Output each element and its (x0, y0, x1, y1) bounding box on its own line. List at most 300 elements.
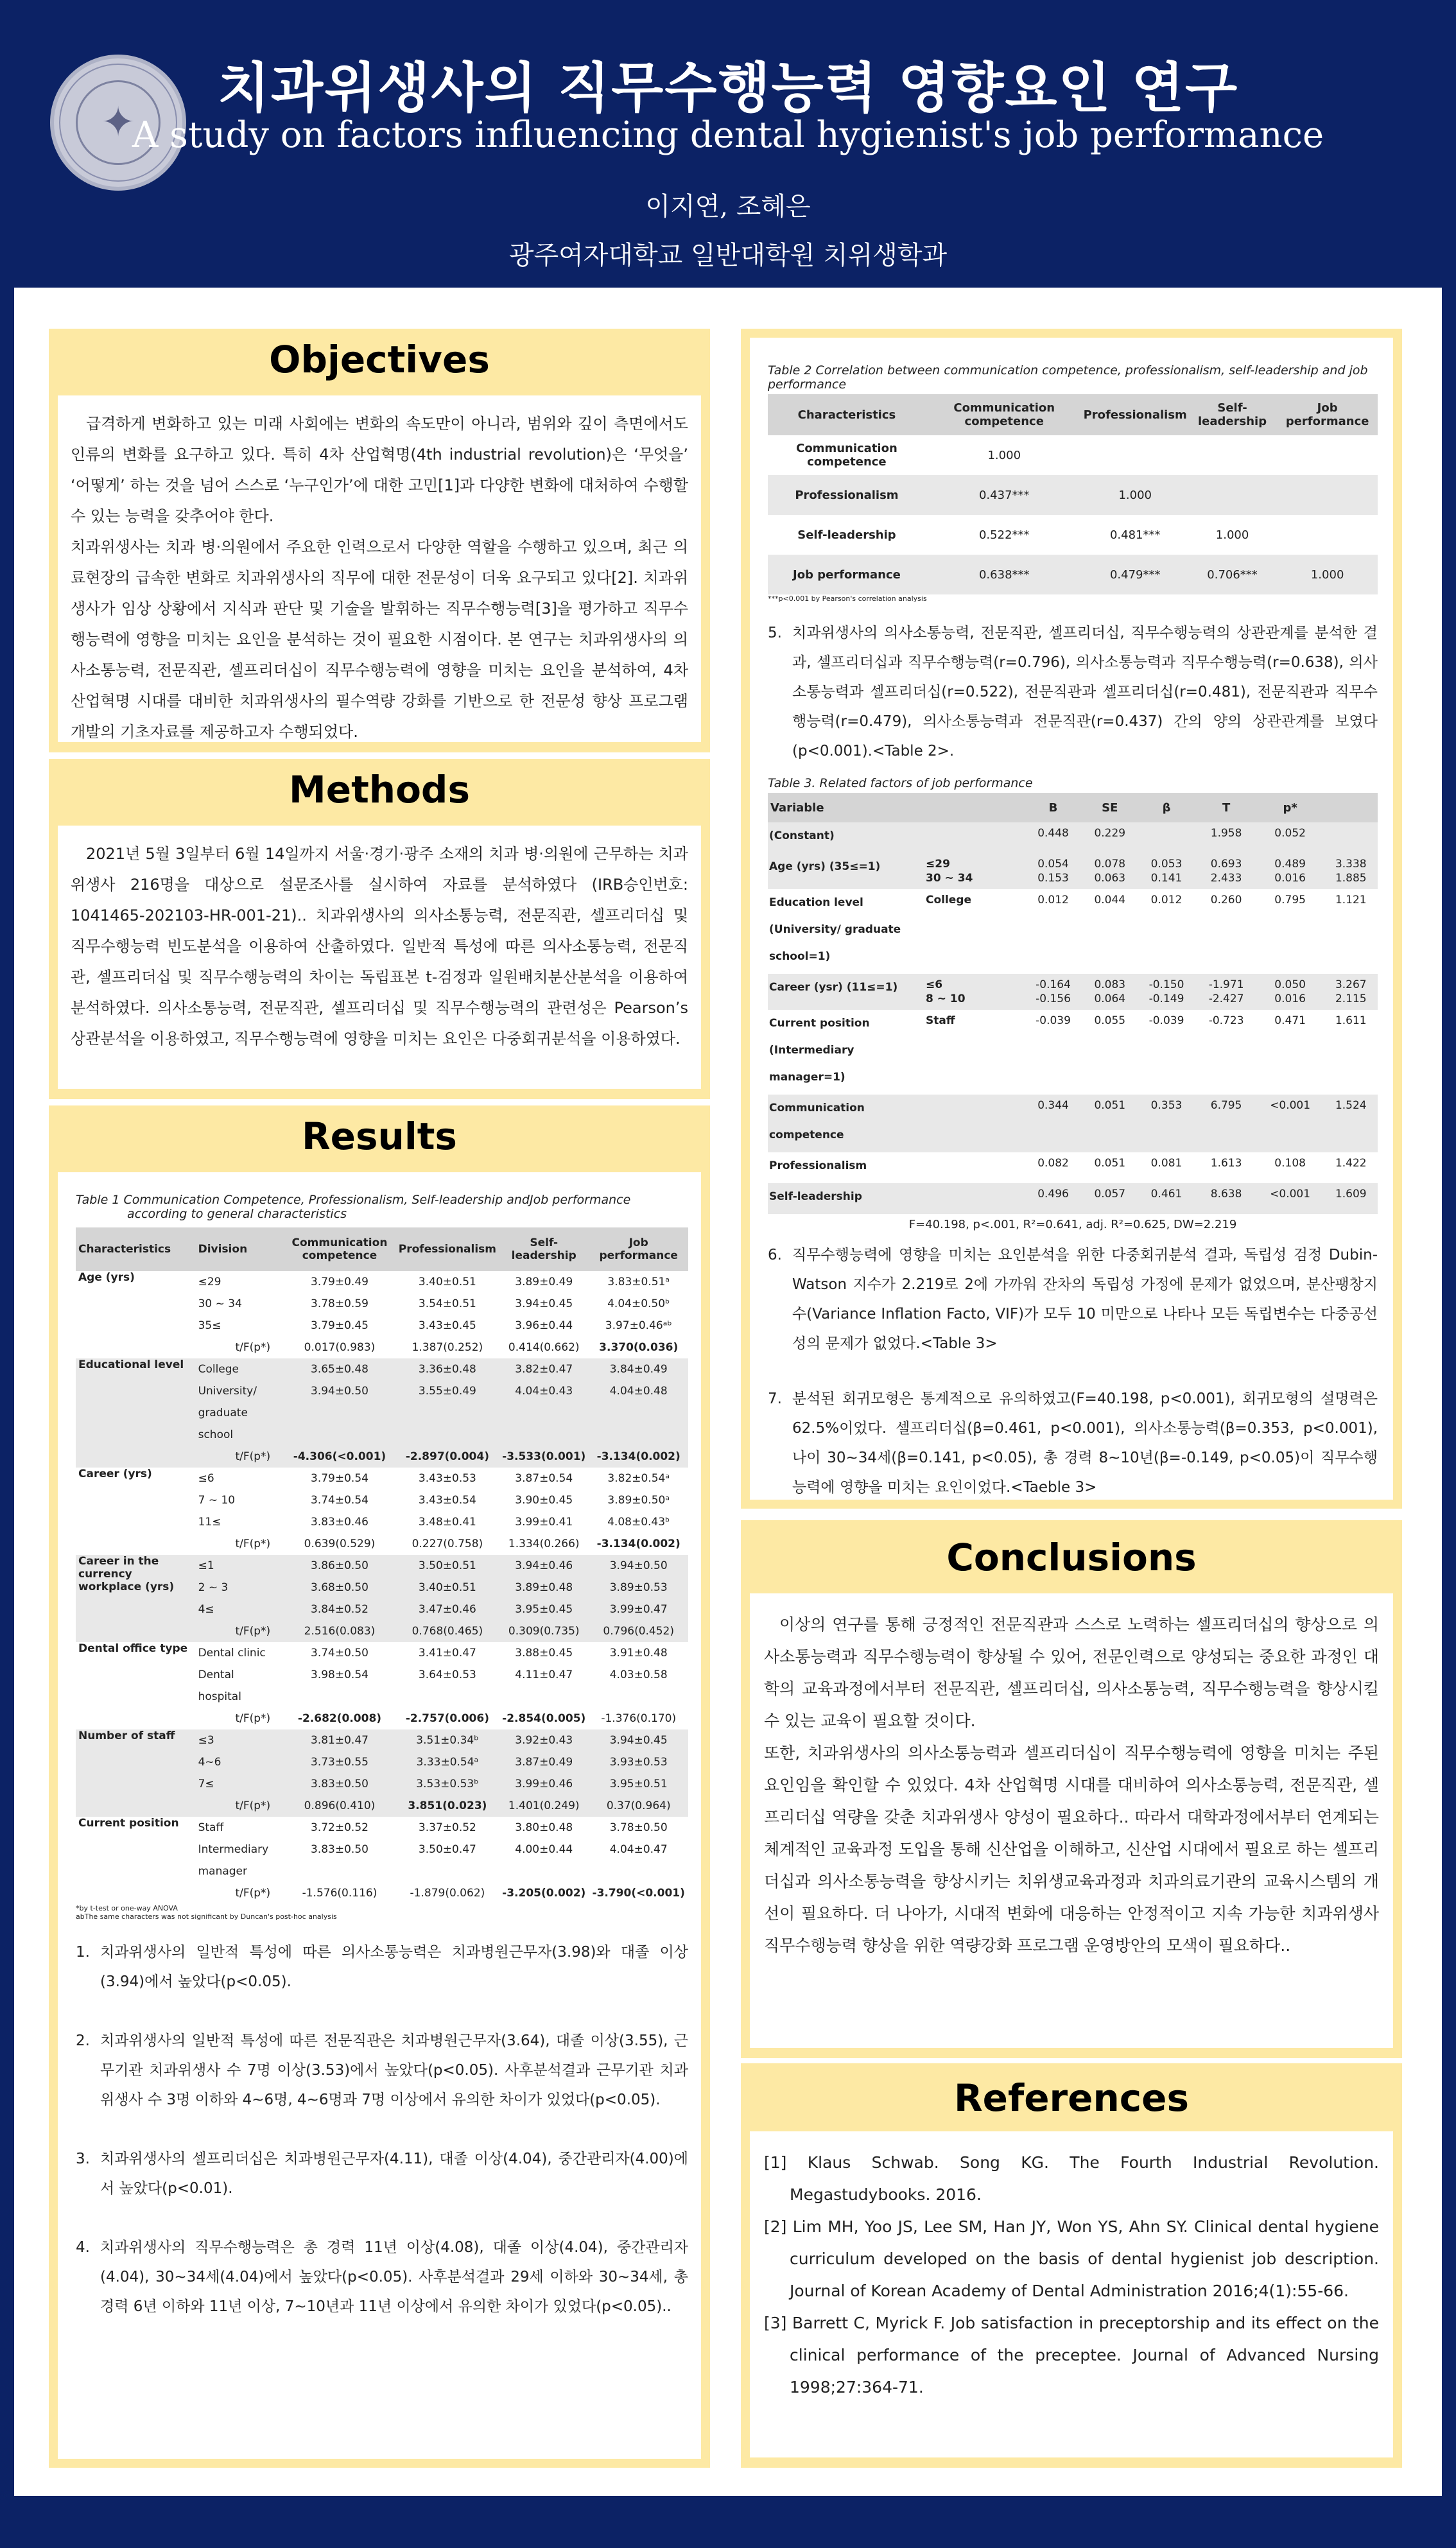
table3-cell: 0.471 (1274, 1014, 1306, 1027)
table1-cell: 3.51±0.34ᵇ (396, 1729, 499, 1751)
table2-cell: 1.000 (1277, 555, 1378, 594)
table2-cell: 1.000 (1083, 475, 1188, 515)
table1-cell: ≤1 (196, 1555, 284, 1577)
table2-header-cell: Job performance (1277, 394, 1378, 435)
references-body (750, 2131, 1393, 2457)
table1-cell: 3.83±0.46 (311, 1516, 368, 1529)
table1-cell: 2 ~ 3 (196, 1577, 284, 1599)
table2-cell (1277, 515, 1378, 555)
table1-cell: 3.83±0.50 (311, 1843, 368, 1856)
table1-cell: 3.94±0.46 (499, 1555, 589, 1577)
results-left-body (58, 1172, 701, 2459)
table3-cell: 1.611 (1335, 1014, 1367, 1027)
table3-cell: 1.958 (1197, 822, 1256, 853)
table1-cell: 1.401(0.249) (499, 1795, 589, 1817)
table3-variable-cell: Career (ysr) (11≤=1) (768, 974, 924, 1010)
table3-cell: <0.001 (1256, 1183, 1324, 1214)
table3-caption: Table 3. Related factors of job performance (768, 776, 1033, 790)
table3-cell: 0.693 2.433 (1197, 853, 1256, 889)
table1-category-cell: Dental office type (78, 1642, 188, 1655)
table1-cell: ≤6 (198, 1472, 214, 1485)
objectives-paragraph-2: 치과위생사는 치과 병·의원에서 주요한 인력으로서 다양한 역할을 수행하고 있으며, 최근 의료현장의 급속한 변화로 치과위생사의 직무에 대한 전문성이 더욱 요구되고 있다[2]. 치과위생사가 임상 상황에서 지식과 판단 및 기술을 발휘하는 직무수행능력[3]을 평가하고 직무수행능력에 영향을 미치는 요인을 분석하는 것이 필요한 시점이다. 본 연구는 치과위생사의 의사소통능력, 전문직관, 셀프리더십이 직무수행능력에 영향을 미치는 요인을 분석하여, 4차 산업혁명 시대를 대비한 치과위생사의 필수역량 강화를 기반으로 한 전문성 향상 프로그램 개발의 기초자료를 제공하고자 수행되었다. (71, 538, 688, 741)
table1-category-cell: Number of staff (76, 1729, 196, 1817)
table3-variable-cell: Age (yrs) (35≤=1) (768, 853, 924, 889)
findings-6-7-list (768, 1240, 1378, 1502)
table1-row (76, 1817, 688, 1839)
table1-cell: 3.41±0.47 (418, 1647, 476, 1660)
table3-header-cell: T (1197, 793, 1256, 822)
table2-cell: 1.000 (1215, 528, 1249, 542)
table3-variable-cell: Communication competence (768, 1095, 924, 1152)
finding-1 (76, 1937, 688, 1997)
table1-cell: 3.55±0.49 (396, 1380, 499, 1446)
objectives-paragraph-1: 급격하게 변화하고 있는 미래 사회에는 변화의 속도만이 아니라, 범위와 깊이 측면에서도 인류의 변화를 요구하고 있다. 특히 4차 산업혁명(4th industrial revolution)은 ‘무엇을’ ‘어떻게’ 하는 것을 넘어 스스로 ‘누구인가’에 대한 고민[1]과 다양한 변화에 대처하여 수행할 수 있는 능력을 갖추어야 한다. (71, 415, 688, 525)
table1-cell: t/F(p*) (235, 1341, 271, 1354)
table3-cell: 0.353 (1136, 1095, 1196, 1152)
results-section (49, 1105, 710, 2468)
table3-cell: 0.054 0.153 (1023, 853, 1083, 889)
table3-cell: 0.050 0.016 (1256, 974, 1324, 1010)
poster-header (0, 0, 1456, 288)
methods-section (49, 759, 710, 1099)
table2-note: ***p<0.001 by Pearson's correlation analysis (768, 594, 927, 603)
table1-cell: t/F(p*) (196, 1795, 284, 1817)
table3-cell: 0.108 (1274, 1157, 1306, 1170)
table3-cell: 1.422 (1335, 1157, 1367, 1170)
table1-cell: 3.79±0.54 (311, 1472, 368, 1485)
table3-cell: 0.078 0.063 (1083, 853, 1136, 889)
table3-row (768, 1010, 1378, 1095)
table1-cell: -1.879(0.062) (410, 1887, 485, 1900)
finding-5 (768, 618, 1378, 766)
table1-cell: 0.896(0.410) (283, 1795, 396, 1817)
table3-cell: 0.448 (1023, 822, 1083, 853)
table3-cell (1136, 822, 1196, 853)
table1-cell: 3.40±0.51 (418, 1276, 476, 1288)
table2-cell: Job performance (768, 555, 926, 594)
table1-cell: 3.50±0.51 (396, 1555, 499, 1577)
table1-cell: 3.36±0.48 (396, 1358, 499, 1380)
results-right-body (750, 338, 1393, 1500)
finding-text: 치과위생사의 일반적 특성에 따른 의사소통능력은 치과병원근무자(3.98)와 대졸 이상(3.94)에서 높았다(p<0.05). (100, 1944, 688, 1990)
table1-cell: 3.74±0.50 (311, 1647, 368, 1660)
table1-cell: 3.94±0.50 (589, 1555, 688, 1577)
table3-subgroup-cell: ≤6 8 ~ 10 (924, 974, 1023, 1010)
table1-cell: t/F(p*) (196, 1446, 284, 1468)
table1-cell: 1.387(0.252) (412, 1341, 483, 1354)
table1-cell: 3.54±0.51 (418, 1297, 476, 1310)
finding-6-text: 직무수행능력에 영향을 미치는 요인분석을 위한 다중회귀분석 결과, 독립성 검정 Dubin-Watson 지수가 2.219로 2에 가까워 잔차의 독립성 가정에 문제가 없었으며, 분산팽창지수(Variance Inflation Facto, VIF)가 모두 10 미만으로 나타나 모든 독립변수는 다중공선성의 문제가 없었다.<Table 3> (792, 1247, 1378, 1352)
table3-variable-cell: Professionalism (769, 1159, 867, 1172)
table2-cell: Professionalism (768, 475, 926, 515)
table1-cell: 4.04±0.47 (609, 1843, 668, 1856)
table2-caption: Table 2 Correlation between communication competence, professionalism, self-leadership and job performance (768, 363, 1368, 392)
table3-cell: 0.083 0.064 (1083, 974, 1136, 1010)
table1-cell: 4.04±0.48 (589, 1380, 688, 1446)
table3-cell: -1.971 -2.427 (1197, 974, 1256, 1010)
table1-cell: 3.83±0.51ᵃ (607, 1276, 670, 1288)
table3-cell: 0.057 (1083, 1183, 1136, 1214)
affiliation: 광주여자대학교 일반대학원 치위생학과 (508, 241, 948, 270)
table1-cell: 3.72±0.52 (311, 1821, 368, 1834)
table3-cell: 0.081 (1150, 1157, 1183, 1170)
table1-header-row (76, 1227, 688, 1271)
table3-cell: 0.052 (1256, 822, 1324, 853)
table1-cell: 3.83±0.50 (283, 1773, 396, 1795)
table1-cell: 4.04±0.50ᵇ (607, 1297, 670, 1310)
table3-cell: 1.613 (1210, 1157, 1242, 1170)
table1-cell: 3.93±0.53 (589, 1751, 688, 1773)
table1-cell: 3.33±0.54ᵃ (396, 1751, 499, 1773)
table3-cell: -0.164 -0.156 (1023, 974, 1083, 1010)
table1-cell: 3.86±0.50 (283, 1555, 396, 1577)
table3-regression (768, 793, 1378, 1214)
table3-cell: 0.795 (1274, 894, 1306, 906)
table1-cell: 3.73±0.55 (283, 1751, 396, 1773)
table1-header-cell: Job performance (589, 1227, 688, 1271)
finding-7-text: 분석된 회귀모형은 통계적으로 유의하였고(F=40.198, p<0.001), 회귀모형의 설명력은 62.5%이었다. 셀프리더십(β=0.461, p<0.001), 의사소통능력(β=0.353, p<0.001), 나이 30~34세(β=0.141, p<0.05), 총 경력 8~10년(β=-0.149, p<0.05)이 직무수행능력에 영향을 미치는 요인이었다.<Taeble 3> (792, 1391, 1378, 1496)
table1-category-cell: Educational level (76, 1358, 196, 1468)
table2-row (768, 475, 1378, 515)
finding-5-text: 치과위생사의 의사소통능력, 전문직관, 셀프리더십, 직무수행능력의 상관관계를 분석한 결과, 셀프리더십과 직무수행능력(r=0.796), 의사소통능력과 직무수행능력(r=0.638), 의사소통능력과 셀프리더십(r=0.522), 전문직관과 셀프리더십(r=0.481), 전문직관과 직무수행능력(r=0.479), 의사소통능력과 전문직관(r=0.437) 간의 양의 상관관계를 보였다(p<0.001).<Table 2>. (792, 625, 1378, 759)
methods-body (58, 826, 701, 1089)
table1-caption-line1: Table 1 Communication Competence, Professionalism, Self-leadership andJob performance (76, 1193, 631, 1207)
table3-variable-cell: Education level (University/ graduate school=1) (769, 896, 901, 963)
table2-cell: 0.522*** (978, 528, 1030, 542)
table1-cell: t/F(p*) (235, 1712, 271, 1725)
seal-emblem-icon: ✦ (101, 99, 135, 146)
references-section (741, 2063, 1402, 2468)
references-heading: References (953, 2076, 1190, 2120)
table1-row (76, 1642, 688, 1664)
table1-cell: 3.82±0.47 (499, 1358, 589, 1380)
table3-variable-cell: Current position (Intermediary manager=1) (769, 1017, 870, 1084)
methods-heading: Methods (289, 768, 470, 811)
table2-cell: 0.479*** (1083, 555, 1188, 594)
table3-subgroup-cell (924, 1095, 1023, 1152)
table1-cell: ≤3 (196, 1729, 284, 1751)
table1-cell: 3.64±0.53 (418, 1668, 476, 1681)
table1-cell: Staff (198, 1821, 224, 1834)
table1-cell: 3.88±0.45 (515, 1647, 573, 1660)
table3-cell: 0.229 (1083, 822, 1136, 853)
table1-cell: 30 ~ 34 (198, 1297, 242, 1310)
table2-cell: 0.481*** (1109, 528, 1161, 542)
table3-header-cell: SE (1083, 793, 1136, 822)
table3-subgroup-cell: College (926, 894, 972, 906)
table1-cell: 3.65±0.48 (283, 1358, 396, 1380)
table3-subgroup-cell: Staff (926, 1014, 955, 1027)
finding-text: 치과위생사의 셀프리더십은 치과병원근무자(4.11), 대졸 이상(4.04), 중간관리자(4.00)에서 높았다(p<0.01). (100, 2151, 688, 2197)
table1-cell: 3.95±0.51 (589, 1773, 688, 1795)
table3-cell: 0.053 0.141 (1136, 853, 1196, 889)
table1-cell: 3.37±0.52 (418, 1821, 476, 1834)
table1-cell: 3.94±0.45 (589, 1729, 688, 1751)
table1-cell: 3.90±0.45 (515, 1494, 573, 1507)
table1-cell: 3.50±0.47 (418, 1843, 476, 1856)
table1-cell: 3.84±0.52 (283, 1599, 396, 1620)
table3-cell: -0.150 -0.149 (1136, 974, 1196, 1010)
table1-cell: 0.768(0.465) (396, 1620, 499, 1642)
table1-cell: 3.82±0.54ᵃ (607, 1472, 670, 1485)
table3-cell: -0.039 (1036, 1014, 1071, 1027)
results-right-section (741, 329, 1402, 1509)
finding-4 (76, 2233, 688, 2321)
table2-cell: 0.638*** (926, 555, 1083, 594)
table3-cell: -0.039 (1148, 1014, 1184, 1027)
table1-cell: 3.78±0.50 (609, 1821, 668, 1834)
methods-paragraph: 2021년 5월 3일부터 6월 14일까지 서울·경기·광주 소재의 치과 병·의원에 근무하는 치과위생사 216명을 대상으로 설문조사를 실시하여 자료를 분석하였다 (IRB승인번호: 1041465-202103-HR-001-21).. 치과위생사의 의사소통능력, 전문직관, 셀프리더십 및 직무수행능력 빈도분석을 이용하여 산출하였다. 일반적 특성에 따른 의사소통능력, 전문직관, 셀프리더십 및 직무수행능력의 차이는 독립표본 t-검정과 일원배치분산분석을 이용하여 분석하였다. 의사소통능력, 전문직관, 셀프리더십 및 직무수행능력의 관련성은 Pearson’s 상관분석을 이용하였고, 직무수행능력에 영향을 미치는 요인은 다중회귀분석을 이용하였다. (71, 845, 688, 1048)
table1-cell: -1.376(0.170) (601, 1712, 677, 1725)
table1-header-cell: Communication competence (283, 1227, 396, 1271)
table1-header-cell: Characteristics (76, 1227, 196, 1271)
table1-cell: -3.205(0.002) (502, 1887, 586, 1900)
table3-cell: 0.055 (1094, 1014, 1126, 1027)
finding-number: 1. (76, 1944, 90, 1961)
table2-cell: 0.706*** (1188, 555, 1277, 594)
table2-header-cell: Self-leadership (1188, 394, 1277, 435)
table1-cell: t/F(p*) (235, 1538, 271, 1550)
table2-header-cell: Communication competence (926, 394, 1083, 435)
table1-cell: 3.84±0.49 (589, 1358, 688, 1380)
table1-cell: 4.03±0.58 (609, 1668, 668, 1681)
table3-header-cell: p* (1256, 793, 1324, 822)
table2-cell: 1.000 (987, 448, 1021, 462)
table2-header-cell: Professionalism (1083, 394, 1188, 435)
table3-cell: 0.082 (1037, 1157, 1069, 1170)
table1-cell: 0.227(0.758) (412, 1538, 483, 1550)
table1-cell: 3.87±0.54 (515, 1472, 573, 1485)
table3-cell: 3.338 1.885 (1324, 853, 1378, 889)
table1-note-2: abThe same characters was not significant by Duncan's post-hoc analysis (76, 1912, 337, 1921)
table1-cell: 3.68±0.50 (283, 1577, 396, 1599)
table3-cell: 6.795 (1197, 1095, 1256, 1152)
table1-cell: 0.796(0.452) (589, 1620, 688, 1642)
table1-cell: 3.91±0.48 (609, 1647, 668, 1660)
table1-cell: 3.98±0.54 (311, 1668, 368, 1681)
table3-cell: 0.461 (1136, 1183, 1196, 1214)
conclusions-paragraph-2: 또한, 치과위생사의 의사소통능력과 셀프리더십이 직무수행능력에 영향을 미치는 주된 요인임을 확인할 수 있었다. 4차 산업혁명 시대를 대비하여 의사소통능력, 전문직관, 셀프리더십 역량을 갖춘 치과위생사 양성이 필요하다.. 따라서 대학과정에서부터 연계되는 체계적인 교육과정 도입을 통해 신산업을 이해하고, 신산업 시대에서 필요로 하는 셀프리더십과 의사소통능력을 향상시키는 치위생교육과정과 치과의료기관의 교육시스템의 개선이 필요하다. 더 나아가, 시대적 변화에 대응하는 안정적이고 지속 가능한 치과위생사 직무수행능력 향상을 위한 역량강화 프로그램 운영방안의 모색이 필요하다.. (764, 1744, 1379, 1955)
table3-subgroup-cell (924, 1152, 1023, 1183)
table1-cell: 3.96±0.44 (515, 1319, 573, 1332)
table3-header-cell (1324, 793, 1378, 822)
table1-cell: 3.43±0.45 (418, 1319, 476, 1332)
table1-cell: 0.37(0.964) (589, 1795, 688, 1817)
reference-item-1: [1] Klaus Schwab. Song KG. The Fourth Industrial Revolution. Megastudybooks. 2016. (764, 2153, 1379, 2204)
table1-cell: 7≤ (196, 1773, 284, 1795)
finding-6-number: 6. (768, 1247, 782, 1263)
table1-cell: 0.639(0.529) (304, 1538, 376, 1550)
table1-cell: 7 ~ 10 (198, 1494, 236, 1507)
table1-cell: Dental clinic (198, 1647, 266, 1660)
table1-cell: 0.017(0.983) (304, 1341, 376, 1354)
finding-5-list (768, 618, 1378, 766)
table2-header-cell: Characteristics (768, 394, 926, 435)
table3-subgroup-cell (924, 1183, 1023, 1214)
finding-6 (768, 1240, 1378, 1358)
table1-cell: 3.74±0.54 (311, 1494, 368, 1507)
table1-cell: 3.94±0.45 (515, 1297, 573, 1310)
finding-2 (76, 2026, 688, 2115)
table3-subgroup-cell: ≤29 30 ~ 34 (924, 853, 1023, 889)
table2-row (768, 515, 1378, 555)
objectives-heading: Objectives (269, 338, 490, 381)
table3-cell: 1.121 (1335, 894, 1367, 906)
table2-row (768, 435, 1378, 475)
table2-cell: 0.437*** (926, 475, 1083, 515)
table1-category-cell: Current position (78, 1817, 179, 1830)
table1-cell: 1.334(0.266) (508, 1538, 580, 1550)
table1-cell: 3.40±0.51 (396, 1577, 499, 1599)
table3-cell: 8.638 (1197, 1183, 1256, 1214)
table3-cell: 3.267 2.115 (1324, 974, 1378, 1010)
table1-cell: College (196, 1358, 284, 1380)
conclusions-body (750, 1593, 1393, 2048)
table3-cell: 0.012 (1150, 894, 1183, 906)
conclusions-paragraph-1: 이상의 연구를 통해 긍정적인 전문직관과 스스로 노력하는 셀프리더십의 향상으로 의사소통능력과 직무수행능력이 향상될 수 있어, 전문인력으로 양성되는 중요한 과정인 대학의 교육과정에서부터 전문직관, 셀프리더십, 의사소통능력, 직무수행능력을 향상시킬 수 있는 교육이 필요할 것이다. (764, 1615, 1379, 1730)
table1-cell: -2.757(0.006) (405, 1712, 489, 1725)
table1-row (76, 1468, 688, 1489)
table1-cell: 3.99±0.47 (589, 1599, 688, 1620)
table1-cell: 4.04±0.43 (499, 1380, 589, 1446)
table1-cell: 3.99±0.46 (499, 1773, 589, 1795)
table3-header-cell (924, 793, 1023, 822)
table3-cell (1324, 822, 1378, 853)
table1-cell: 35≤ (198, 1319, 221, 1332)
table1-cell: 3.80±0.48 (515, 1821, 573, 1834)
table3-row (768, 889, 1378, 974)
table3-row (768, 1152, 1378, 1183)
table1-cell: 3.87±0.49 (499, 1751, 589, 1773)
table3-cell: 0.496 (1023, 1183, 1083, 1214)
table1-cell: -3.533(0.001) (499, 1446, 589, 1468)
title-english: A study on factors influencing dental hygienist's job performance (132, 114, 1324, 156)
table3-header-cell: Variable (768, 793, 924, 822)
table1-cell: 3.97±0.46ᵃᵇ (605, 1319, 672, 1332)
table3-footer: F=40.198, p<.001, R²=0.641, adj. R²=0.625, DW=2.219 (908, 1218, 1237, 1231)
table2-cell (1083, 435, 1188, 475)
reference-item-2: [2] Lim MH, Yoo JS, Lee SM, Han JY, Won YS, Ahn SY. Clinical dental hygiene curriculum developed on the basis of dental hygienist job description. Journal of Korean Academy of Dental Administration 2016;4(1):55-66. (764, 2217, 1379, 2300)
finding-number: 3. (76, 2151, 90, 2167)
table1-cell: 3.79±0.49 (311, 1276, 368, 1288)
findings-list-left (76, 1937, 688, 2321)
table1-category-cell: Career (yrs) (78, 1468, 152, 1480)
table1-cell: -3.134(0.002) (596, 1538, 680, 1550)
finding-5-number: 5. (768, 625, 782, 641)
table1-cell: 3.370(0.036) (599, 1341, 679, 1354)
table1-cell: 3.47±0.46 (396, 1599, 499, 1620)
table1-cell: 11≤ (198, 1516, 221, 1529)
table3-cell: 1.609 (1324, 1183, 1378, 1214)
table1-cell: 2.516(0.083) (283, 1620, 396, 1642)
table3-header-row (768, 793, 1378, 822)
table1-cell: University/ graduate school (196, 1380, 284, 1446)
table3-variable-cell: Self-leadership (768, 1183, 924, 1214)
table1-cell: 4.08±0.43ᵇ (607, 1516, 670, 1529)
table1-caption (76, 1193, 688, 1221)
finding-number: 4. (76, 2239, 90, 2256)
table1-header-cell: Division (196, 1227, 284, 1271)
table2-row (768, 555, 1378, 594)
table1-cell: 0.414(0.662) (508, 1341, 580, 1354)
table1-category-cell: Age (yrs) (78, 1271, 135, 1284)
table1-cell: 3.48±0.41 (418, 1516, 476, 1529)
objectives-section (49, 329, 710, 752)
finding-7-number: 7. (768, 1391, 782, 1407)
table1-cell: t/F(p*) (196, 1620, 284, 1642)
table3-subgroup-cell (924, 822, 1023, 853)
table1-cell: 3.89±0.50ᵃ (607, 1494, 670, 1507)
table1-cell: -1.576(0.116) (302, 1887, 377, 1900)
table1-cell: 0.309(0.735) (499, 1620, 589, 1642)
table1-cell: 3.89±0.53 (589, 1577, 688, 1599)
table1-cell: 3.92±0.43 (499, 1729, 589, 1751)
table1-cell: Dental hospital (198, 1668, 241, 1703)
table1-cell: 4~6 (196, 1751, 284, 1773)
table2-cell (1188, 475, 1277, 515)
reference-item-3: [3] Barrett C, Myrick F. Job satisfaction in preceptorship and its effect on the clinical performance of the preceptee. Journal of Advanced Nursing 1998;27:364-71. (764, 2314, 1379, 2396)
authors: 이지연, 조혜은 (645, 192, 811, 221)
table3-row (768, 974, 1378, 1010)
table1-header-cell: Professionalism (396, 1227, 499, 1271)
table3-cell: <0.001 (1256, 1095, 1324, 1152)
results-heading: Results (302, 1114, 457, 1158)
table1-row (76, 1358, 688, 1380)
table1-cell: -2.854(0.005) (502, 1712, 586, 1725)
table3-cell: 0.344 (1023, 1095, 1083, 1152)
table1-cell: 3.79±0.45 (311, 1319, 368, 1332)
table1-row (76, 1555, 688, 1577)
table3-variable-cell: (Constant) (768, 822, 924, 853)
table3-cell: 0.051 (1083, 1095, 1136, 1152)
table3-header-cell: β (1136, 793, 1196, 822)
table2-cell (1277, 475, 1378, 515)
table2-cell: Communication competence (796, 442, 897, 469)
table2-cell: Self-leadership (797, 528, 896, 542)
table1-cell: Intermediary manager (198, 1843, 269, 1878)
table1-cell: -3.790(<0.001) (592, 1887, 685, 1900)
table1-caption-line2: according to general characteristics (127, 1207, 347, 1221)
table1-cell: -2.897(0.004) (396, 1446, 499, 1468)
table1-cell: 3.43±0.53 (418, 1472, 476, 1485)
objectives-body (58, 395, 701, 742)
table1-cell: -3.134(0.002) (589, 1446, 688, 1468)
table3-cell: 0.051 (1094, 1157, 1126, 1170)
table1-cell: 3.89±0.48 (499, 1577, 589, 1599)
conclusions-heading: Conclusions (946, 1536, 1197, 1579)
table2-cell (1277, 435, 1378, 475)
table1-cell: -2.682(0.008) (297, 1712, 382, 1725)
table3-cell: 1.524 (1324, 1095, 1378, 1152)
table1-cell: 3.851(0.023) (396, 1795, 499, 1817)
table3-row (768, 1183, 1378, 1214)
table1-cell: 3.95±0.45 (499, 1599, 589, 1620)
finding-7 (768, 1384, 1378, 1502)
finding-text: 치과위생사의 일반적 특성에 따른 전문직관은 치과병원근무자(3.64), 대졸 이상(3.55), 근무기관 치과위생사 수 7명 이상(3.53)에서 높았다(p<0.05). 사후분석결과 근무기관 치과위생사 수 3명 이하와 4~6명, 4~6명과 7명 이상에서 유의한 차이가 있었다(p<0.05). (100, 2032, 688, 2108)
table1-cell: t/F(p*) (235, 1887, 271, 1900)
table2-cell (1188, 435, 1277, 475)
table3-row (768, 853, 1378, 889)
finding-text: 치과위생사의 직무수행능력은 총 경력 11년 이상(4.08), 대졸 이상(4.04), 중간관리자(4.04), 30~34세(4.04)에서 높았다(p<0.05). 사후분석결과 29세 이하와 30~34세, 총 경력 6년 이하와 11년 이상, 7~10년과 11년 이상에서 유의한 차이가 있었다(p<0.05).. (100, 2239, 688, 2315)
references-list (764, 2147, 1379, 2404)
finding-3 (76, 2144, 688, 2203)
title-korean: 치과위생사의 직무수행능력 영향요인 연구 (217, 56, 1239, 119)
table3-cell: 0.044 (1094, 894, 1126, 906)
table3-cell: -0.723 (1208, 1014, 1244, 1027)
table1-note-1: *by t-test or one-way ANOVA (76, 1904, 178, 1912)
table1-cell: 3.81±0.47 (283, 1729, 396, 1751)
table1-characteristics (76, 1227, 688, 1904)
